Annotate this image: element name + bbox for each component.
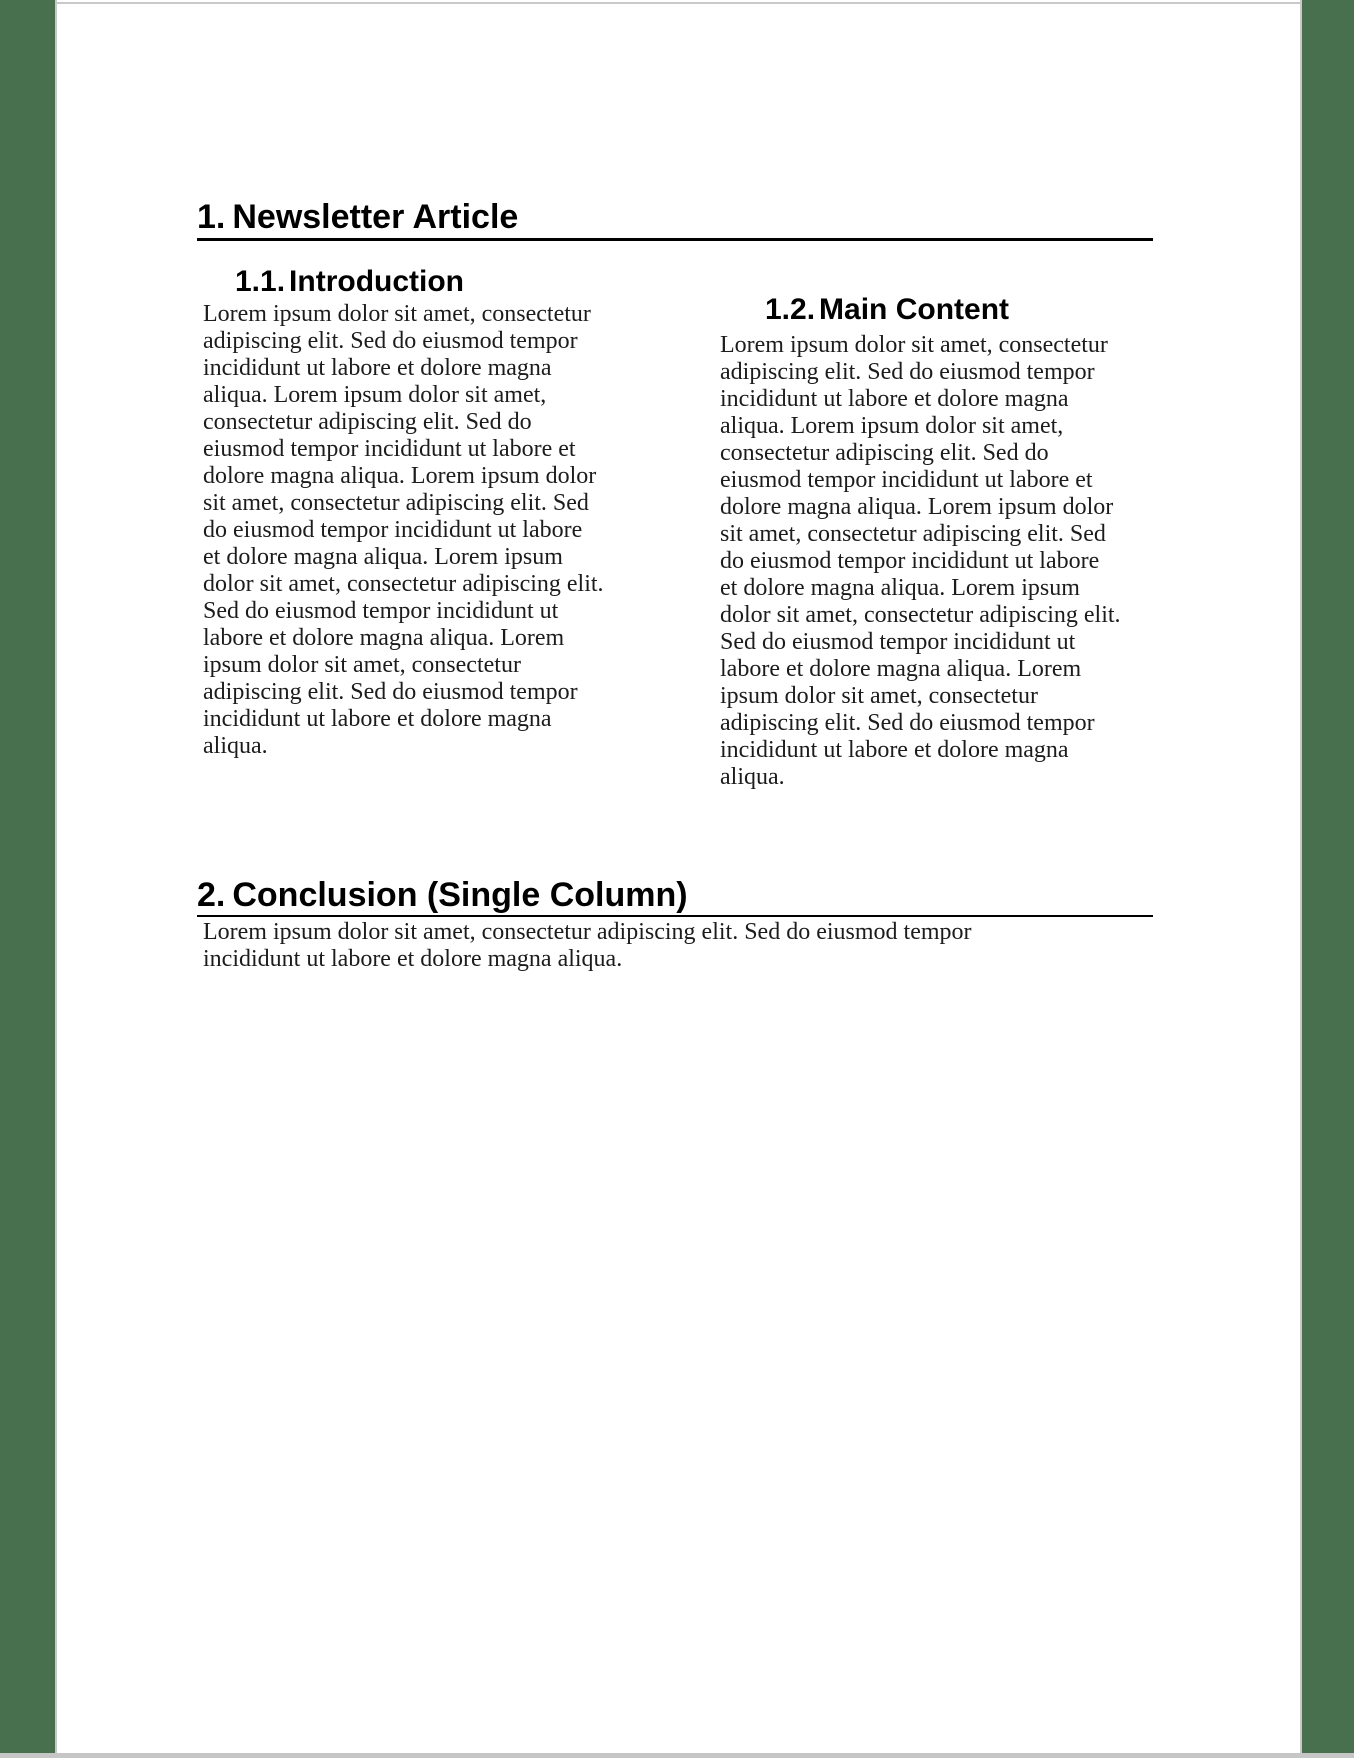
heading-number: 1.: [197, 198, 226, 236]
heading-title: Newsletter Article: [232, 198, 519, 236]
text-line: et dolore magna aliqua. Lorem ipsum: [720, 575, 1080, 601]
text-line: adipiscing elit. Sed do eiusmod tempor: [203, 679, 578, 705]
text-line: dolore magna aliqua. Lorem ipsum dolor: [720, 494, 1114, 520]
text-line: aliqua.: [203, 733, 268, 759]
text-line: incididunt ut labore et dolore magna: [720, 386, 1069, 412]
text-line: dolore magna aliqua. Lorem ipsum dolor: [203, 463, 597, 489]
text-line: do eiusmod tempor incididunt ut labore: [720, 548, 1100, 574]
text-line: Lorem ipsum dolor sit amet, consectetur: [720, 332, 1108, 358]
heading-number: 2.: [197, 876, 226, 914]
heading-title: Main Content: [819, 293, 1010, 326]
section-heading-newsletter-article: [197, 196, 518, 238]
text-line: labore et dolore magna aliqua. Lorem: [203, 625, 565, 651]
text-line: Sed do eiusmod tempor incididunt ut: [720, 629, 1076, 655]
heading-rule: [197, 915, 1153, 917]
text-line: Sed do eiusmod tempor incididunt ut: [203, 598, 559, 624]
text-line: consectetur adipiscing elit. Sed do: [203, 409, 532, 435]
subsection-heading-introduction: [235, 263, 464, 301]
page-bottom-edge: [0, 1753, 1354, 1758]
text-line: sit amet, consectetur adipiscing elit. Sed: [203, 490, 589, 516]
text-line: consectetur adipiscing elit. Sed do: [720, 440, 1049, 466]
heading-title: Conclusion (Single Column): [232, 876, 688, 914]
text-line: adipiscing elit. Sed do eiusmod tempor: [720, 710, 1095, 736]
text-line: dolor sit amet, consectetur adipiscing elit.: [203, 571, 604, 597]
text-line: incididunt ut labore et dolore magna: [203, 706, 552, 732]
text-line: incididunt ut labore et dolore magna aliqua.: [203, 946, 623, 972]
heading-number: 1.1.: [235, 265, 286, 298]
text-line: aliqua.: [720, 764, 785, 790]
text-line: incididunt ut labore et dolore magna: [720, 737, 1069, 763]
text-line: dolor sit amet, consectetur adipiscing elit.: [720, 602, 1121, 628]
text-line: labore et dolore magna aliqua. Lorem: [720, 656, 1082, 682]
text-line: adipiscing elit. Sed do eiusmod tempor: [203, 328, 578, 354]
text-line: aliqua. Lorem ipsum dolor sit amet,: [203, 382, 547, 408]
text-line: Lorem ipsum dolor sit amet, consectetur: [203, 301, 591, 327]
text-line: eiusmod tempor incididunt ut labore et: [720, 467, 1093, 493]
text-line: do eiusmod tempor incididunt ut labore: [203, 517, 583, 543]
column-left-paragraph: [203, 301, 655, 760]
heading-title: Introduction: [289, 265, 465, 298]
text-line: incididunt ut labore et dolore magna: [203, 355, 552, 381]
section-heading-conclusion: [197, 874, 688, 916]
text-line: sit amet, consectetur adipiscing elit. Sed: [720, 521, 1106, 547]
subsection-heading-main-content: [765, 291, 1009, 329]
column-right-paragraph: [720, 332, 1172, 791]
text-line: et dolore magna aliqua. Lorem ipsum: [203, 544, 563, 570]
text-line: Lorem ipsum dolor sit amet, consectetur adipiscing elit. Sed do eiusmod tempor: [203, 919, 972, 945]
text-line: ipsum dolor sit amet, consectetur: [203, 652, 521, 678]
page-top-edge: [57, 2, 1300, 4]
text-line: eiusmod tempor incididunt ut labore et: [203, 436, 576, 462]
text-line: ipsum dolor sit amet, consectetur: [720, 683, 1038, 709]
heading-number: 1.2.: [765, 293, 816, 326]
text-line: aliqua. Lorem ipsum dolor sit amet,: [720, 413, 1064, 439]
conclusion-paragraph: [203, 919, 1123, 973]
heading-rule: [197, 238, 1153, 241]
text-line: adipiscing elit. Sed do eiusmod tempor: [720, 359, 1095, 385]
